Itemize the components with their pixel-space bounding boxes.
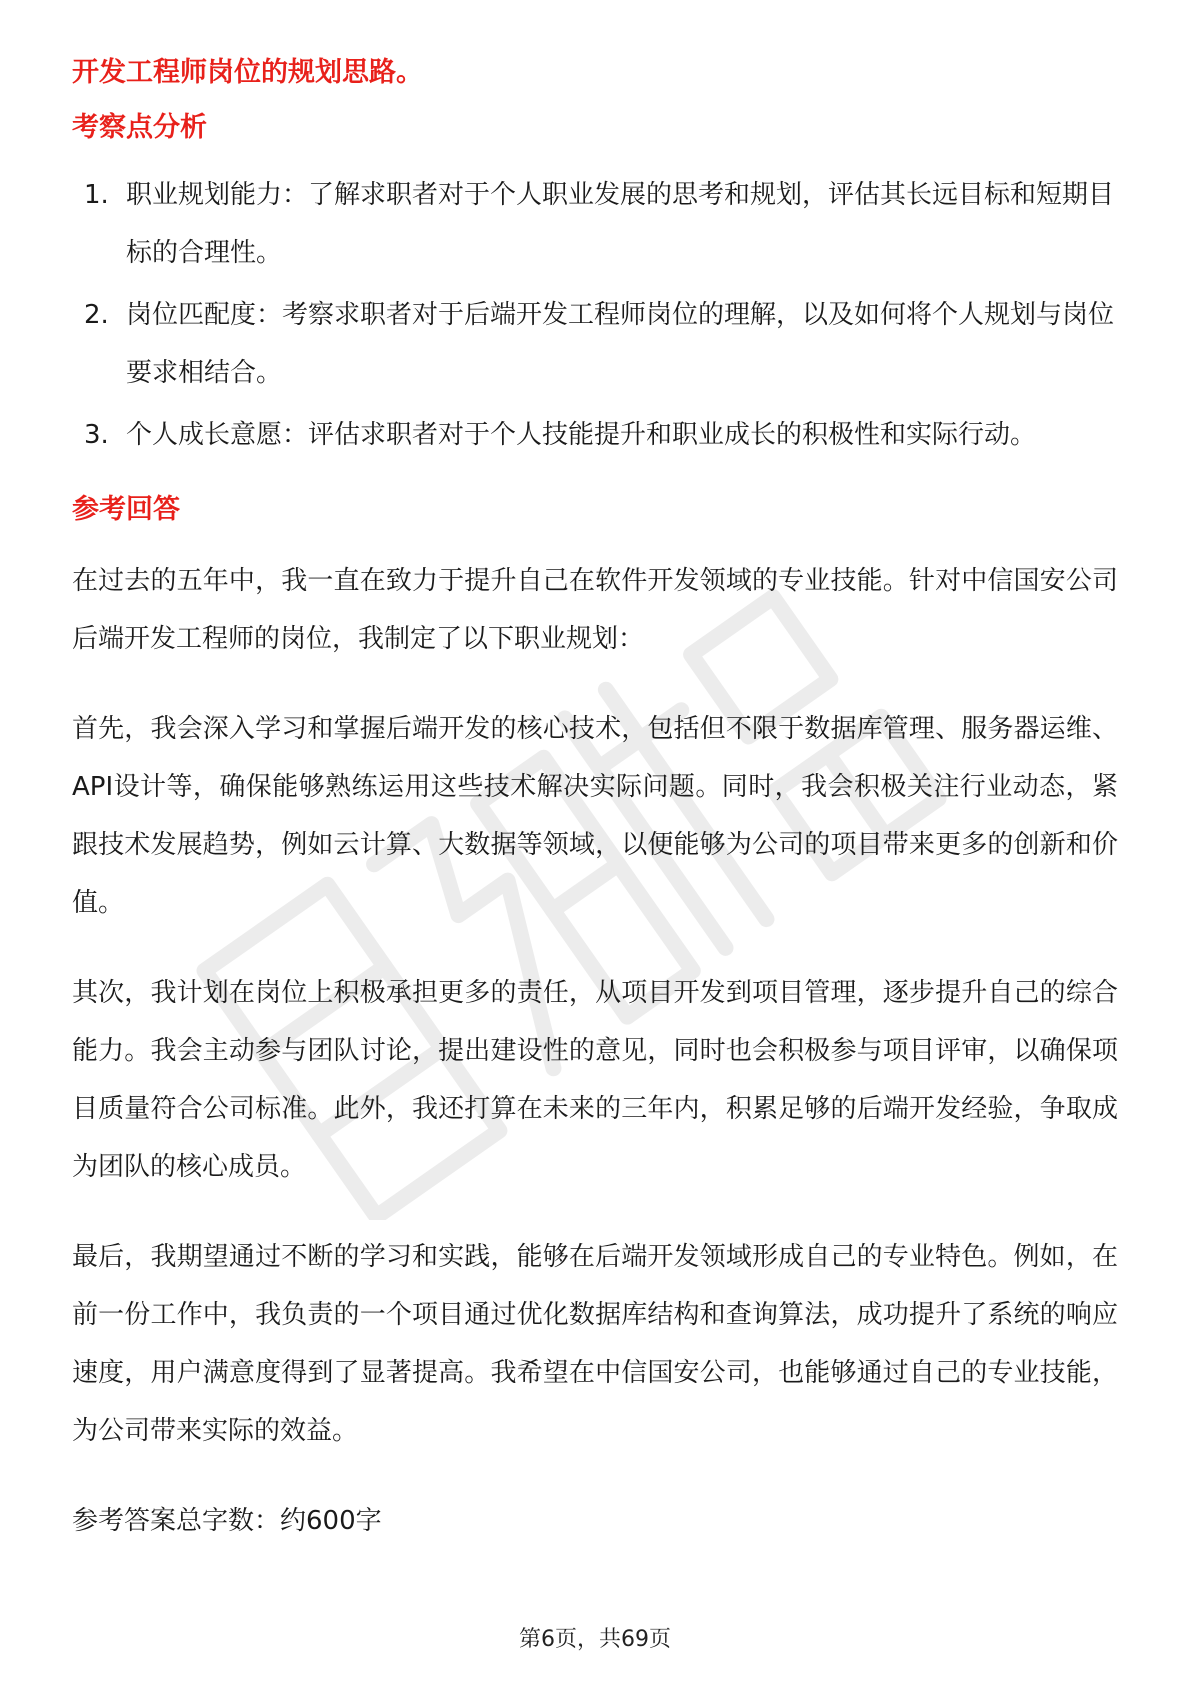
point-text: 个人成长意愿：评估求职者对于个人技能提升和职业成长的积极性和实际行动。 [126, 420, 1037, 450]
analysis-heading: 考察点分析 [72, 112, 207, 143]
answer-paragraph: 在过去的五年中，我一直在致力于提升自己在软件开发领域的专业技能。针对中信国安公司后端开发工程师的岗位，我制定了以下职业规划： [72, 566, 1118, 654]
answer-heading: 参考回答 [72, 494, 180, 525]
answer-paragraph: 首先，我会深入学习和掌握后端开发的核心技术，包括但不限于数据库管理、服务器运维、API设计等，确保能够熟练运用这些技术解决实际问题。同时，我会积极关注行业动态，紧跟技术发展趋势，例如云计算、大数据等领域，以便能够为公司的项目带来更多的创新和价值。 [72, 714, 1118, 918]
point-number: 3. [84, 420, 109, 450]
point-number: 2. [84, 300, 109, 330]
point-number: 1. [84, 180, 109, 210]
page-number: 第6页，共69页 [519, 1627, 671, 1652]
question-title: 开发工程师岗位的规划思路。 [72, 57, 423, 88]
analysis-point [72, 166, 1118, 282]
answer-paragraph: 其次，我计划在岗位上积极承担更多的责任，从项目开发到项目管理，逐步提升自己的综合能力。我会主动参与团队讨论，提出建设性的意见，同时也会积极参与项目评审，以确保项目质量符合公司标准。此外，我还打算在未来的三年内，积累足够的后端开发经验，争取成为团队的核心成员。 [72, 978, 1118, 1182]
point-text: 职业规划能力：了解求职者对于个人职业发展的思考和规划，评估其长远目标和短期目标的合理性。 [126, 180, 1115, 268]
analysis-point [72, 286, 1118, 402]
analysis-point [72, 406, 1118, 464]
analysis-points-list [72, 166, 1118, 464]
document-content [72, 50, 1118, 1582]
word-count: 参考答案总字数：约600字 [72, 1506, 382, 1536]
answer-paragraph: 最后，我期望通过不断的学习和实践，能够在后端开发领域形成自己的专业特色。例如，在前一份工作中，我负责的一个项目通过优化数据库结构和查询算法，成功提升了系统的响应速度，用户满意度得到了显著提高。我希望在中信国安公司，也能够通过自己的专业技能，为公司带来实际的效益。 [72, 1242, 1118, 1446]
point-text: 岗位匹配度：考察求职者对于后端开发工程师岗位的理解，以及如何将个人规划与岗位要求相结合。 [126, 300, 1115, 388]
